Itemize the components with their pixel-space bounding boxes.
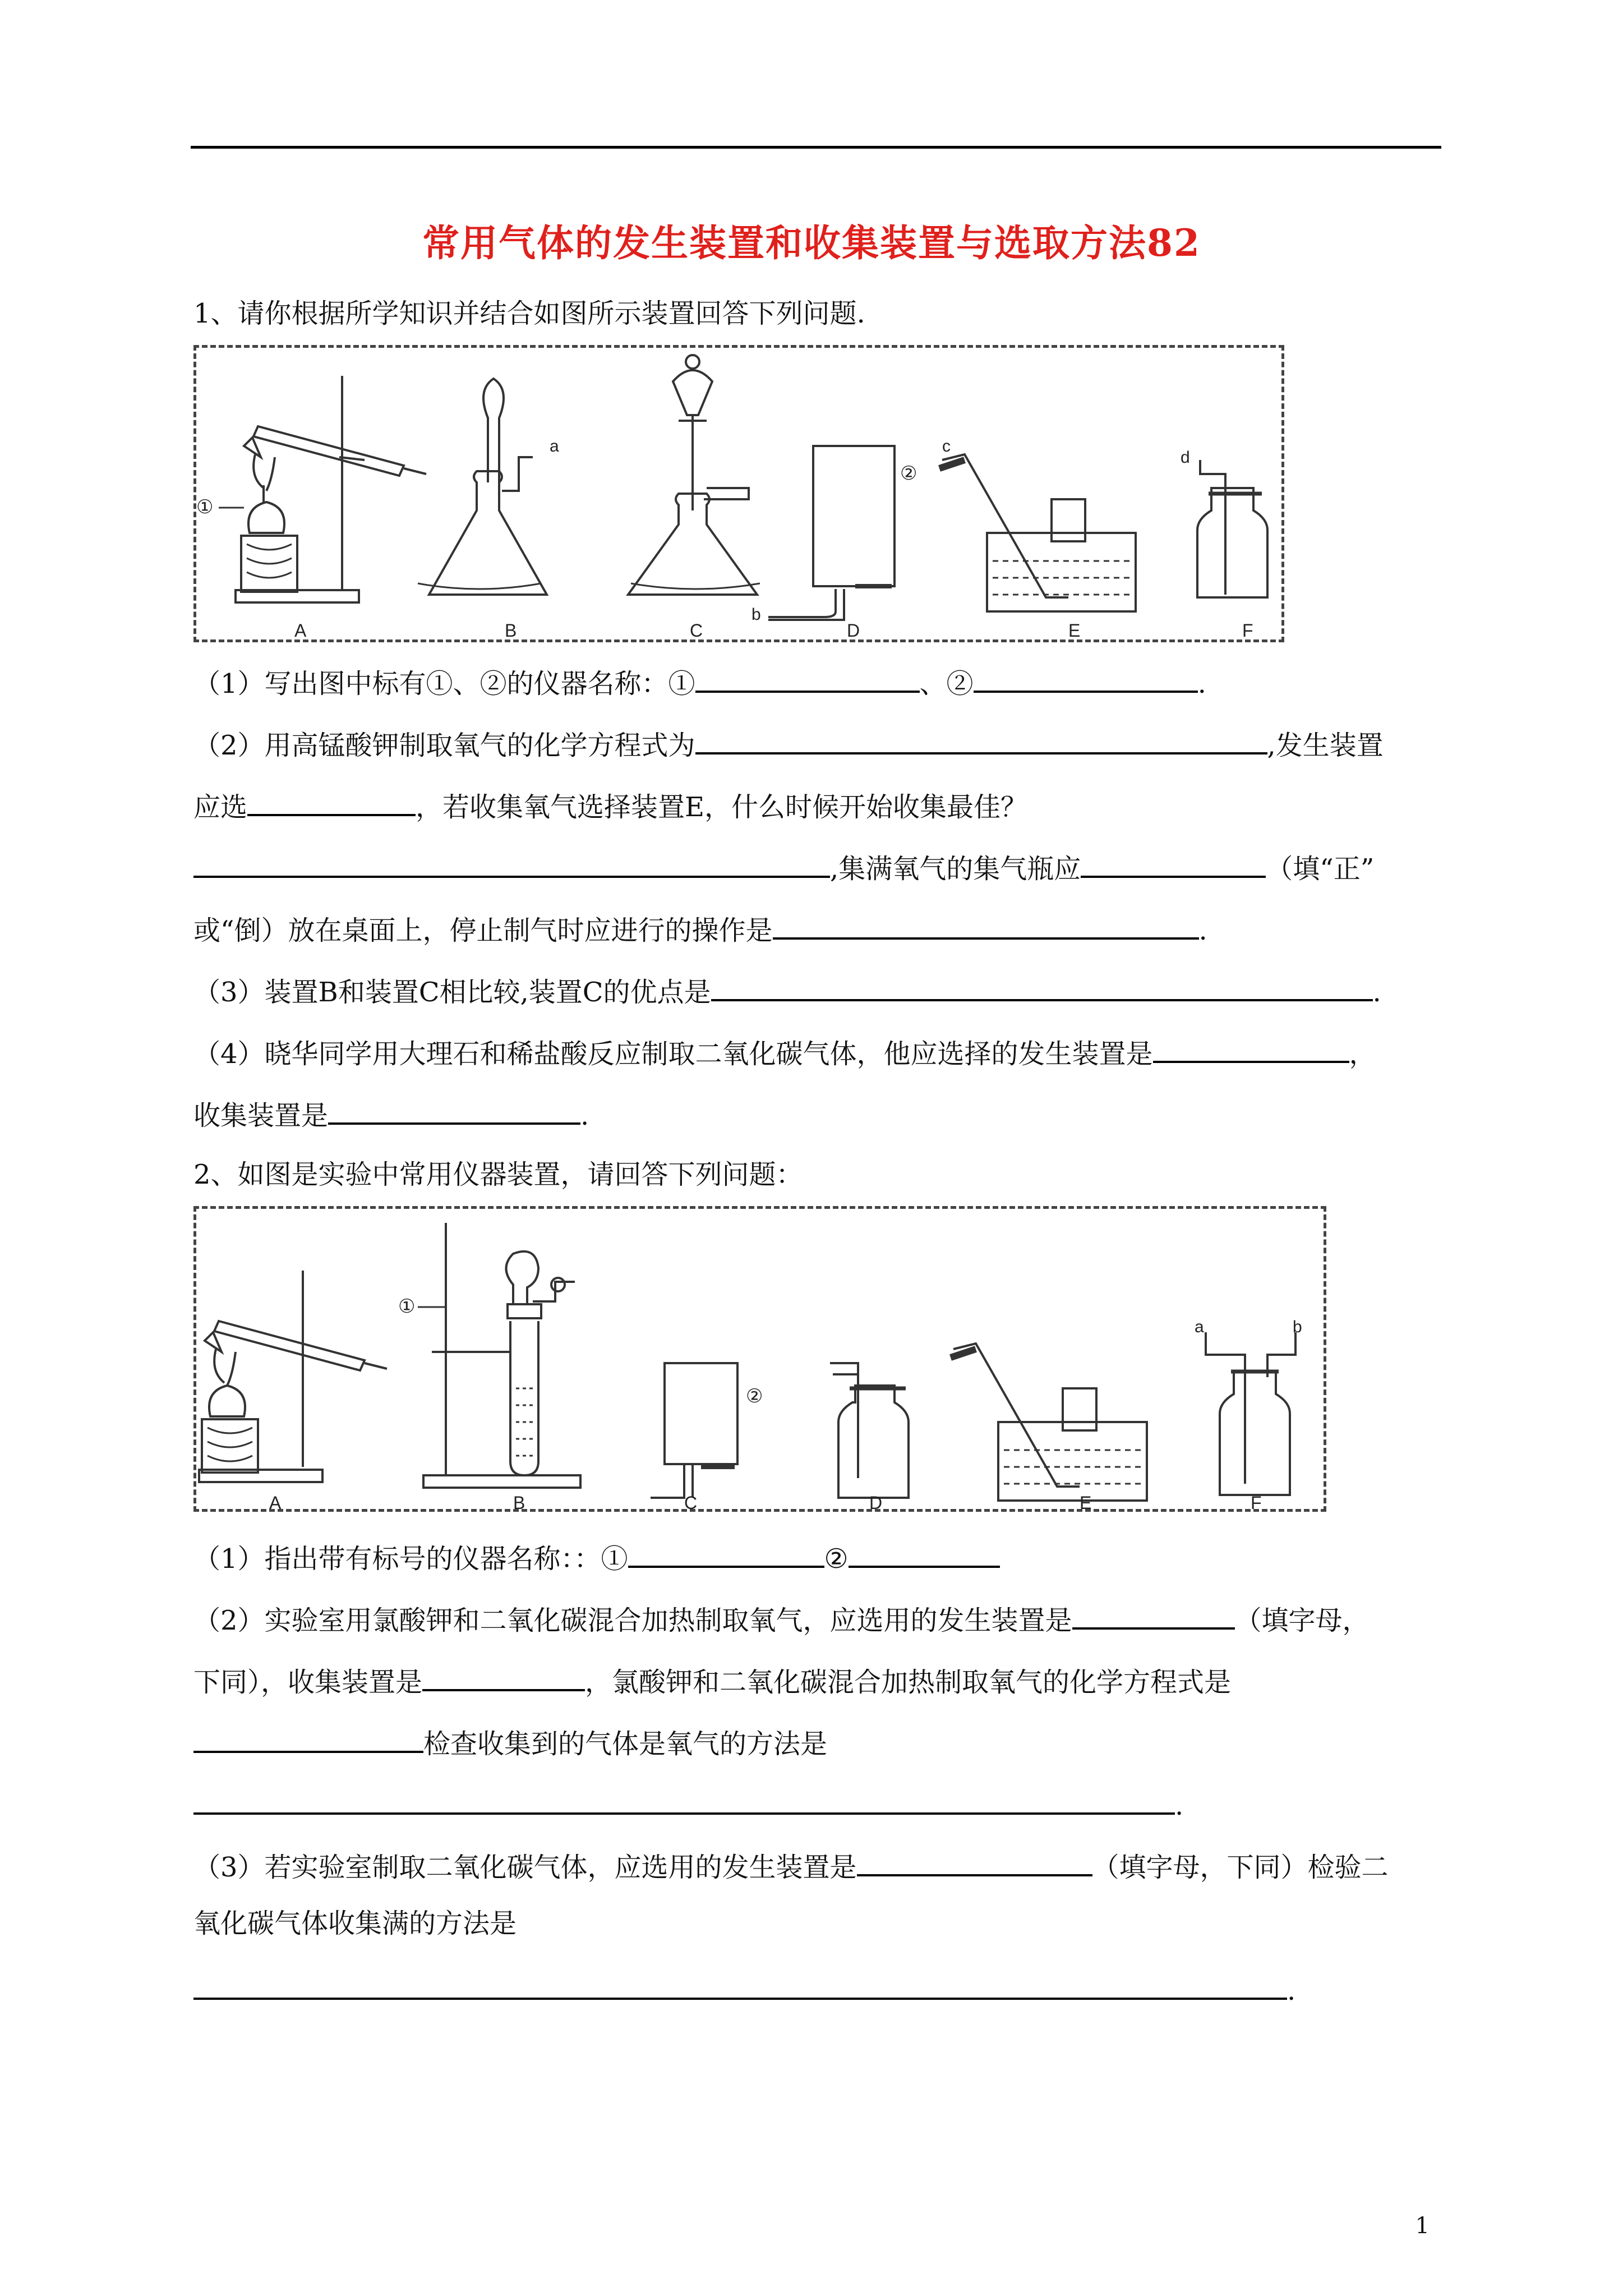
q2-label-d: D (869, 1493, 883, 1513)
answer-blank[interactable] (711, 973, 1373, 1001)
answer-blank[interactable] (1072, 1602, 1235, 1630)
q1-apparatus-d (768, 446, 895, 620)
q2-apparatus-d (830, 1363, 909, 1498)
q1-apparatus-f (1197, 460, 1267, 597)
q1-part4-line2: 收集装置是 . (193, 1097, 589, 1129)
q1-apparatus-e (939, 454, 1136, 611)
q2-part3-line1: （3）若实验室制取二氧化碳气体，应选用的发生装置是 （填字母，下同）检验二 (193, 1848, 1389, 1881)
q1-label-b: B (505, 620, 517, 641)
header-rule (191, 146, 1441, 149)
q2-part2-line2: 下同），收集装置是 ，氯酸钾和二氧化碳混合加热制取氧气的化学方程式是 (193, 1663, 1231, 1696)
q1-label-a: A (294, 620, 307, 641)
q2-part2-line4: . (193, 1787, 1183, 1819)
q2-label-a: A (269, 1493, 282, 1513)
q2-label-c: C (684, 1493, 698, 1513)
q2-part3-line3: . (193, 1972, 1295, 2004)
q1-figure (193, 345, 1284, 642)
q1-part4-line1: （4）晓华同学用大理石和稀盐酸反应制取二氧化碳气体，他应选择的发生装置是 ， (193, 1035, 1376, 1068)
q2-part1: （1）指出带有标号的仪器名称：：① ② (193, 1540, 1000, 1572)
answer-blank[interactable] (1081, 850, 1266, 878)
q2-apparatus-c (651, 1363, 737, 1498)
answer-blank[interactable] (247, 788, 416, 816)
answer-blank[interactable] (695, 726, 1267, 754)
page-number: 1 (1415, 2213, 1430, 2239)
q1-label-d: D (847, 620, 860, 641)
answer-blank[interactable] (193, 1787, 1175, 1815)
q1-mark-d: d (1181, 448, 1190, 467)
q1-mark-c: c (942, 437, 951, 455)
q2-mark-b: b (1293, 1318, 1302, 1336)
q2-mark-2: ② (746, 1386, 763, 1407)
answer-blank[interactable] (328, 1097, 580, 1125)
answer-blank[interactable] (628, 1540, 824, 1568)
q1-mark-b: b (751, 605, 761, 624)
q2-figure (193, 1206, 1326, 1512)
q2-apparatus-e (951, 1343, 1147, 1501)
q1-label-e: E (1068, 620, 1081, 641)
q2-part3-line2: 氧化碳气体收集满的方法是 (193, 1908, 517, 1939)
q2-label-f: F (1251, 1493, 1262, 1513)
answer-blank[interactable] (1153, 1035, 1349, 1063)
q1-part1: （1）写出图中标有①、②的仪器名称：① 、② . (193, 665, 1206, 697)
q1-label-f: F (1242, 620, 1253, 641)
answer-blank[interactable] (193, 1972, 1287, 2000)
q2-apparatus-b (423, 1223, 580, 1488)
q2-mark-1: ① (398, 1296, 416, 1317)
q1-apparatus-a (236, 376, 426, 602)
q2-apparatus-f (1206, 1332, 1295, 1495)
q2-label-e: E (1080, 1493, 1092, 1513)
q1-part2-line4: 或“倒）放在桌面上，停止制气时应进行的操作是 . (193, 912, 1207, 944)
answer-blank[interactable] (974, 665, 1198, 693)
q1-mark-2: ② (900, 463, 917, 484)
q1-part2-line3: ,集满氧气的集气瓶应 （填“正” (193, 850, 1374, 882)
answer-blank[interactable] (193, 850, 830, 878)
q2-part2-line3: 检查收集到的气体是氧气的方法是 (193, 1725, 827, 1757)
q1-apparatus-b (418, 379, 547, 595)
answer-blank[interactable] (857, 1848, 1092, 1876)
q1-apparatus-c (628, 355, 760, 595)
q1-stem: 1、请你根据所学知识并结合如图所示装置回答下列问题. (193, 298, 865, 329)
q2-part2-line1: （2）实验室用氯酸钾和二氧化碳混合加热制取氧气，应选用的发生装置是 （填字母， (193, 1602, 1370, 1634)
q2-mark-a: a (1195, 1318, 1204, 1336)
answer-blank[interactable] (773, 912, 1199, 940)
page-title: 常用气体的发生装置和收集装置与选取方法82 (422, 221, 1201, 265)
answer-blank[interactable] (849, 1540, 1000, 1568)
q1-mark-1: ① (196, 496, 214, 518)
q2-label-b: B (513, 1493, 525, 1513)
q1-part2-line1: （2）用高锰酸钾制取氧气的化学方程式为 ,发生装置 (193, 726, 1384, 759)
answer-blank[interactable] (695, 665, 920, 693)
q1-part2-line2: 应选 ，若收集氧气选择装置E，什么时候开始收集最佳？ (193, 788, 1027, 821)
answer-blank[interactable] (193, 1725, 423, 1753)
q1-part3: （3）装置B和装置C相比较,装置C的优点是 . (193, 973, 1381, 1006)
q1-mark-a: a (550, 437, 559, 455)
answer-blank[interactable] (422, 1663, 585, 1691)
q2-apparatus-a (199, 1271, 387, 1482)
q2-stem: 2、如图是实验中常用仪器装置，请回答下列问题： (193, 1159, 803, 1190)
q1-label-c: C (690, 620, 703, 641)
